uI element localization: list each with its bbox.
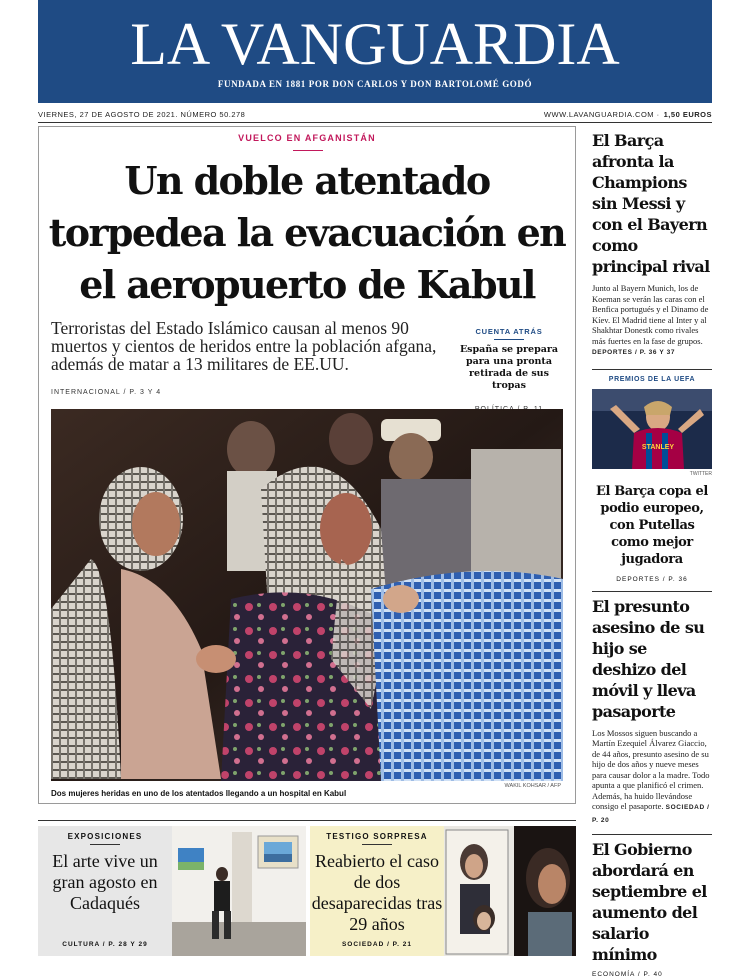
story-section-ref: ECONOMÍA / P. 40: [592, 971, 663, 978]
lead-story: [38, 126, 576, 804]
story-body: Los Mossos siguen buscando a Martín Ezequiel Álvarez Giaccio, de 44 años, presunto asesino de su hijo de dos años y nueve meses para causar dolor a la madre. Todo apunta a que planificó el crimen. Además, ha huido llevándose consigo el pasaporte. SOCIEDAD / P. 20: [592, 727, 710, 824]
uefa-photo-credit: TWITTER: [689, 470, 712, 477]
column-divider: [592, 369, 712, 370]
jersey-sponsor-text: STANLEY: [641, 443, 675, 451]
dateline: [38, 108, 712, 122]
story-body: Junto al Bayern Munich, los de Koeman se verán las caras con el Benfica portugués y el Dinamo de Kíev. El Madrid tiene al Inter y al Shakhtar Donestk como rivales más fuertes en la fase de grupos. DEPORTES / P. 36 Y 37: [592, 283, 709, 356]
lead-photo-credit: WAKIL KOHSAR / AFP: [504, 783, 561, 789]
story-section-ref: DEPORTES / P. 36: [616, 575, 688, 583]
right-column: [592, 126, 712, 978]
teaser-divider: [362, 844, 392, 845]
uefa-photo: [592, 389, 712, 469]
story-headline: El Barça copa el podio europeo, con Putellas como mejor jugadora: [596, 483, 708, 567]
sidebar-title: España se prepara para una pronta retirada de sus tropas: [459, 344, 559, 391]
lead-photo-caption: Dos mujeres heridas en uno de los atentados llegando a un hospital en Kabul: [51, 789, 347, 798]
lead-headline[interactable]: [39, 155, 575, 311]
teaser-section-ref: SOCIEDAD / P. 21: [341, 941, 413, 948]
sidebar-kicker: CUENTA ATRÁS: [475, 327, 543, 336]
column-divider: [592, 834, 712, 835]
story-asesino[interactable]: [592, 596, 712, 827]
story-headline: El Barça afronta la Champions sin Messi y con el Bayern como principal rival: [592, 131, 710, 276]
lead-kicker: VUELCO EN AFGANISTÁN: [238, 133, 376, 143]
teaser-divider: [90, 844, 120, 845]
founded-line: FUNDADA EN 1881 POR DON CARLOS Y DON BARTOLOMÉ GODÓ: [217, 79, 533, 89]
headline-line: Un doble atentado: [124, 158, 490, 203]
uefa-photo-illustration: [592, 389, 712, 469]
bottom-rule: [38, 820, 576, 821]
lead-deck: Terroristas del Estado Islámico causan al menos 90 muertos y cientos de heridos entre la población afgana, además de matar a 13 militares de EE.UU.: [51, 318, 437, 374]
teaser-title: El arte vive un gran agosto en Cadaqués: [52, 851, 158, 913]
lead-section-ref[interactable]: INTERNACIONAL / P. 3 Y 4: [51, 389, 162, 396]
gallery-photo-illustration: [172, 826, 306, 956]
teaser-title: Reabierto el caso de dos desaparecidas tras 29 años: [311, 851, 443, 934]
teaser-kicker: TESTIGO SORPRESA: [326, 832, 428, 841]
column-divider: [592, 591, 712, 592]
lead-photo-illustration: [51, 409, 563, 781]
sidebar-divider: [494, 339, 524, 340]
teaser-section-ref: CULTURA / P. 28 Y 29: [62, 941, 148, 948]
story-kicker: PREMIOS DE LA UEFA: [608, 375, 696, 383]
sidebar-teaser[interactable]: [451, 327, 567, 413]
story-headline: El Gobierno abordará en septiembre el aumento del salario mínimo: [592, 840, 707, 964]
kicker-divider: [293, 150, 323, 151]
price-info: [544, 110, 712, 119]
header-rule: [38, 122, 712, 123]
headline-line: el aeropuerto de Kabul: [79, 262, 535, 307]
teaser-arte-cadaques[interactable]: [38, 826, 172, 956]
price: 1,50 EUROS: [663, 110, 712, 119]
story-uefa-awards[interactable]: [592, 376, 712, 583]
teaser-caso-photo: [444, 826, 576, 956]
missing-girls-photo-illustration: [444, 826, 576, 956]
teaser-kicker: EXPOSICIONES: [67, 832, 143, 841]
lead-photo: [51, 409, 563, 781]
story-gobierno[interactable]: [592, 839, 712, 978]
story-barca-champions[interactable]: [592, 130, 712, 359]
teaser-arte-photo: [172, 826, 306, 956]
headline-line: torpedea la evacuación en: [48, 210, 566, 255]
issue-date: VIERNES, 27 DE AGOSTO DE 2021. NÚMERO 50.278: [38, 110, 246, 119]
story-section-ref: SOCIEDAD / P. 20: [592, 804, 710, 824]
teaser-caso-desaparecidas[interactable]: [310, 826, 444, 956]
masthead: [38, 0, 712, 103]
story-headline: El presunto asesino de su hijo se deshizo del móvil y lleva pasaporte: [592, 596, 705, 721]
website-link[interactable]: WWW.LAVANGUARDIA.COM ·: [543, 110, 660, 119]
story-section-ref: DEPORTES / P. 36 Y 37: [592, 349, 676, 356]
bottom-teasers: [38, 826, 576, 956]
newspaper-logo: LA VANGUARDIA: [130, 11, 620, 77]
